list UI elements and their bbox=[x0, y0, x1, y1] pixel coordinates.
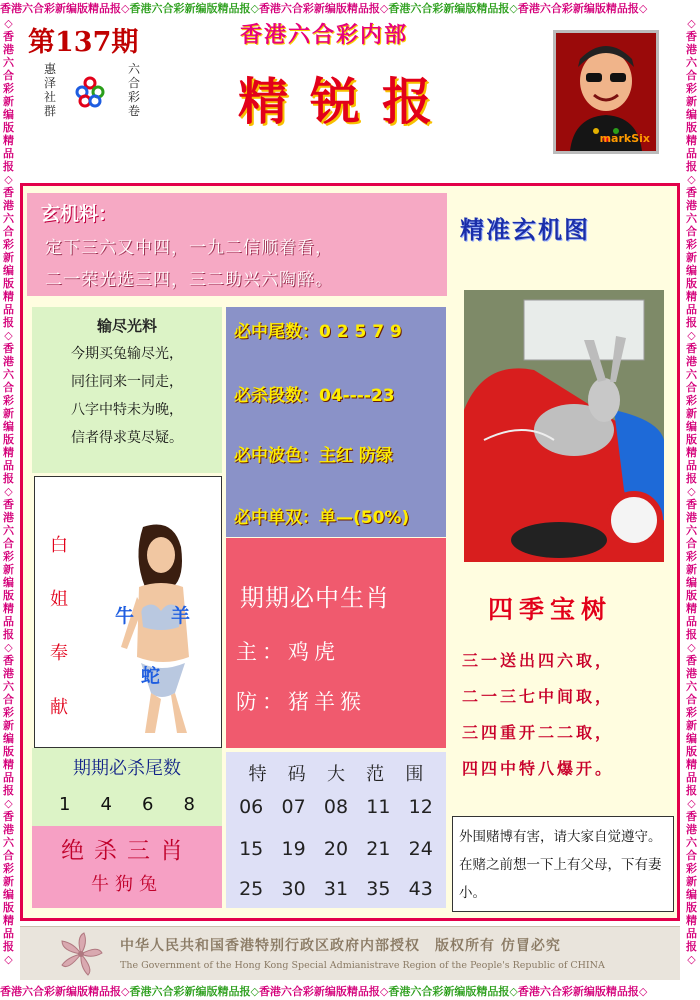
kill-tail-panel bbox=[32, 748, 222, 826]
footer bbox=[20, 926, 680, 980]
zodiac-panel bbox=[226, 538, 446, 748]
range-header-cell: 特 bbox=[248, 764, 267, 785]
poem-panel bbox=[32, 307, 222, 473]
publisher-left: 惠泽社群 bbox=[43, 62, 56, 118]
kill-zodiac-title: 绝杀三肖 bbox=[61, 838, 193, 864]
range-row bbox=[226, 838, 446, 860]
kill-zodiac-list: 牛狗兔 bbox=[91, 874, 163, 895]
right-banner: ◇香港六合彩新编版精品报◇香港六合彩新编版精品报◇香港六合彩新编版精品报◇香港六合彩新编版精品报◇香港六合彩新编版精品报◇香港六合彩新编版精品报◇ bbox=[686, 17, 697, 966]
range-cell: 25 bbox=[239, 878, 264, 900]
girl-image-panel bbox=[34, 476, 222, 748]
portrait-image bbox=[553, 30, 659, 154]
mystic-line-2: 二一荣光选三四，三二助兴六陶醉。 bbox=[45, 270, 333, 290]
range-row bbox=[226, 796, 446, 818]
girl-caption-char: 姐 bbox=[50, 589, 68, 610]
bottom-banner bbox=[0, 983, 700, 1000]
masthead-title: 精锐报 bbox=[238, 72, 454, 131]
range-cell: 11 bbox=[366, 796, 391, 818]
bottom-banner-segment: 香港六合彩新编版精品报◇ bbox=[129, 985, 259, 998]
bauhinia-emblem-icon bbox=[58, 931, 104, 977]
range-cell: 07 bbox=[281, 796, 306, 818]
publisher-right: 六合彩卷 bbox=[127, 62, 140, 118]
range-cell: 06 bbox=[239, 796, 264, 818]
range-header-cell: 码 bbox=[287, 764, 306, 785]
mystic-line-1: 定下三六又中四，一九二信顺着看， bbox=[45, 238, 333, 258]
poem-title: 输尽光料 bbox=[96, 317, 157, 335]
range-cell: 35 bbox=[366, 878, 391, 900]
kill-tail-title: 期期必杀尾数 bbox=[73, 758, 181, 779]
zodiac-mark-ox: 牛 bbox=[115, 605, 135, 627]
range-cell: 20 bbox=[323, 838, 349, 860]
poem-line: 同往同来一同走， bbox=[71, 374, 183, 390]
range-header-cell: 围 bbox=[405, 764, 424, 785]
kill-zodiac-panel bbox=[32, 826, 222, 908]
left-banner: ◇香港六合彩新编版精品报◇香港六合彩新编版精品报◇香港六合彩新编版精品报◇香港六合彩新编版精品报◇香港六合彩新编版精品报◇香港六合彩新编版精品报◇ bbox=[3, 17, 14, 966]
range-header bbox=[226, 760, 446, 786]
kill-tail-numbers bbox=[32, 794, 222, 815]
range-cell: 24 bbox=[408, 838, 433, 860]
pick-tail: 必中尾数：0 2 5 7 9 bbox=[234, 322, 402, 342]
range-cell: 08 bbox=[323, 796, 349, 818]
chart-title: 精准玄机图 bbox=[460, 216, 590, 244]
range-cell: 12 bbox=[408, 796, 433, 818]
top-banner bbox=[0, 0, 700, 17]
range-row bbox=[226, 878, 446, 900]
range-cell: 43 bbox=[408, 878, 433, 900]
bottom-banner-segment: 香港六合彩新编版精品报◇ bbox=[258, 985, 389, 998]
kill-tail-number: 4 bbox=[100, 794, 112, 815]
poem-line: 八字中特未为晚， bbox=[71, 402, 183, 418]
top-banner-segment: 香港六合彩新编版精品报◇ bbox=[258, 2, 389, 15]
poem-line: 今期买兔输尽光， bbox=[71, 346, 183, 362]
range-header-cell: 大 bbox=[326, 764, 345, 785]
girl-caption-char: 奉 bbox=[50, 643, 68, 664]
pick-odd-even: 必中单双：单—(50%) bbox=[234, 508, 410, 528]
pick-segment: 必杀段数：04----23 bbox=[234, 386, 395, 406]
zodiac-guard: 防：猪羊猴 bbox=[236, 690, 366, 714]
mystic-verse-panel bbox=[27, 193, 447, 296]
rabbit-car-image bbox=[464, 290, 664, 562]
top-banner-segment: 香港六合彩新编版精品报◇ bbox=[0, 2, 130, 15]
tree-line: 三一送出四六取， bbox=[462, 651, 615, 670]
bottom-banner-segment: 香港六合彩新编版精品报◇ bbox=[388, 985, 518, 998]
zodiac-mark-goat: 羊 bbox=[171, 605, 191, 627]
tree-line: 二一三七中间取， bbox=[462, 687, 615, 706]
range-cell: 30 bbox=[281, 878, 306, 900]
kill-tail-number: 6 bbox=[142, 794, 154, 815]
kill-tail-number: 1 bbox=[59, 794, 71, 815]
tree-line: 三四重开二二取， bbox=[462, 723, 615, 742]
footer-english: The Government of the Hong Kong Special Admianistrave Region of the People's Republic of CHINA bbox=[120, 960, 605, 971]
lottery-logo-icon bbox=[72, 74, 108, 110]
range-cell: 19 bbox=[281, 838, 306, 860]
zodiac-mark-snake: 蛇 bbox=[141, 665, 161, 687]
range-cell: 21 bbox=[366, 838, 391, 860]
picks-panel bbox=[226, 307, 446, 537]
footer-authorization: 中华人民共和国香港特别行政区政府内部授权 版权所有 仿冒必究 bbox=[120, 938, 561, 954]
girl-caption bbox=[47, 519, 71, 735]
pick-color: 必中波色：主红 防绿 bbox=[234, 446, 393, 466]
top-banner-segment: 香港六合彩新编版精品报◇ bbox=[388, 2, 518, 15]
range-cell: 15 bbox=[239, 838, 264, 860]
tree-title: 四季宝树 bbox=[488, 595, 613, 624]
top-banner-segment: 香港六合彩新编版精品报◇ bbox=[129, 2, 259, 15]
range-table bbox=[226, 752, 446, 908]
issue-number: 第137期 bbox=[28, 27, 139, 58]
girl-caption-char: 献 bbox=[50, 697, 68, 718]
mystic-chart-photo bbox=[464, 290, 664, 562]
range-header-cell: 范 bbox=[366, 764, 385, 785]
zodiac-title: 期期必中生肖 bbox=[240, 584, 390, 612]
header-subtitle: 香港六合彩内部 bbox=[240, 23, 409, 48]
range-cell: 31 bbox=[323, 878, 349, 900]
girl-caption-char: 白 bbox=[50, 535, 68, 556]
poem-line: 信者得求莫尽疑。 bbox=[71, 430, 183, 446]
bottom-banner-segment: 香港六合彩新编版精品报◇ bbox=[0, 985, 130, 998]
portrait-label: markSix bbox=[599, 132, 650, 145]
top-banner-segment: 香港六合彩新编版精品报◇ bbox=[517, 2, 648, 15]
bottom-banner-segment: 香港六合彩新编版精品报◇ bbox=[517, 985, 648, 998]
tree-line: 四四中特八爆开。 bbox=[462, 759, 615, 778]
mystic-title: 玄机料： bbox=[41, 203, 118, 225]
kill-tail-number: 8 bbox=[183, 794, 195, 815]
zodiac-main: 主：鸡虎 bbox=[236, 640, 340, 664]
gambling-warning: 外围赌博有害，请大家自觉遵守。在赌之前想一下上有父母，下有妻小。 bbox=[452, 816, 674, 912]
